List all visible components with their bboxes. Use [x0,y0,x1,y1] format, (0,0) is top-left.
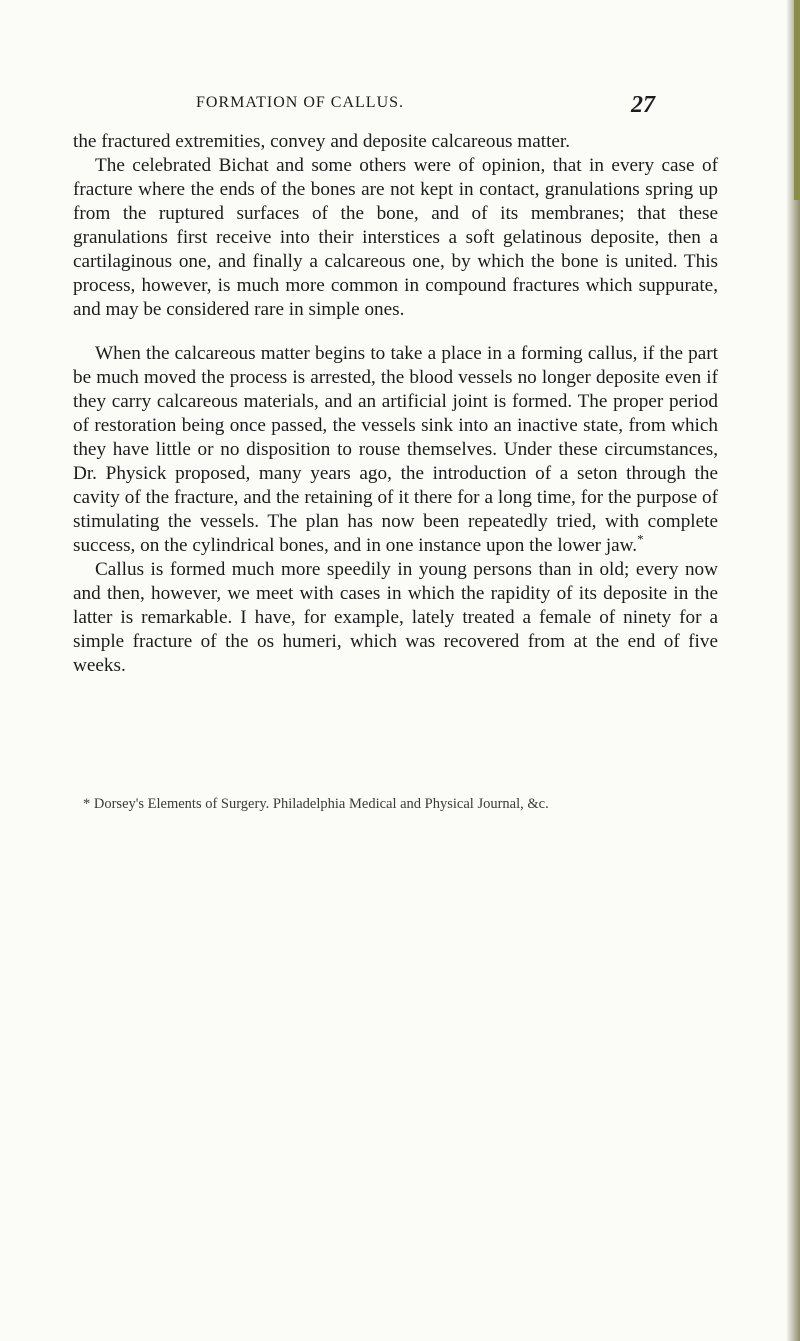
paragraph-calcareous-text: When the calcareous matter begins to take a place in a forming callus, if the part be much moved the process is arrested, the blood vessels no longer deposite even if they carry calcareous materials, and an artificial joint is formed. The proper period of restoration being once passed, the vessels sink into an inactive state, from which they have little or no disposition to rouse themselves. Under these circumstances, Dr. Physick proposed, many years ago, the introduction of a seton through the cavity of the fracture, and the retaining of it there for a long time, for the purpose of stimulating the vessels. The plan has now been repeatedly tried, with complete success, on the cylindrical bones, and in one instance upon the lower jaw. [73,343,718,556]
page-edge-shadow [786,0,800,1341]
footnote: * Dorsey's Elements of Surgery. Philadelphia Medical and Physical Journal, &c. [83,796,549,812]
paragraph-callus-speed: Callus is formed much more speedily in young persons than in old; every now and then, however, we meet with cases in which the rapidity of its deposite in the latter is remarkable. I have, for example, lately treated a female of ninety for a simple fracture of the os humeri, which was recovered from at the end of five weeks. [73,559,718,676]
paragraph-continuation: the fractured extremities, convey and deposite calcareous matter. [73,131,571,152]
paragraph-calcareous-matter [73,342,718,558]
running-title: FORMATION OF CALLUS. [196,94,405,111]
footnote-reference: * [637,531,644,547]
running-head [0,92,800,118]
page-number: 27 [631,92,655,118]
paragraph-bichat: The celebrated Bichat and some others were of opinion, that in every case of fracture where the ends of the bones are not kept in contact, granulations spring up from the ruptured surfaces of the bone, and of its membranes; that these granulations first receive into their interstices a soft gelatinous deposite, then a cartilaginous one, and finally a calcareous one, by which the bone is united. This process, however, is much more common in compound fractures which suppurate, and may be considered rare in simple ones. [73,155,718,320]
body-text [73,130,718,678]
